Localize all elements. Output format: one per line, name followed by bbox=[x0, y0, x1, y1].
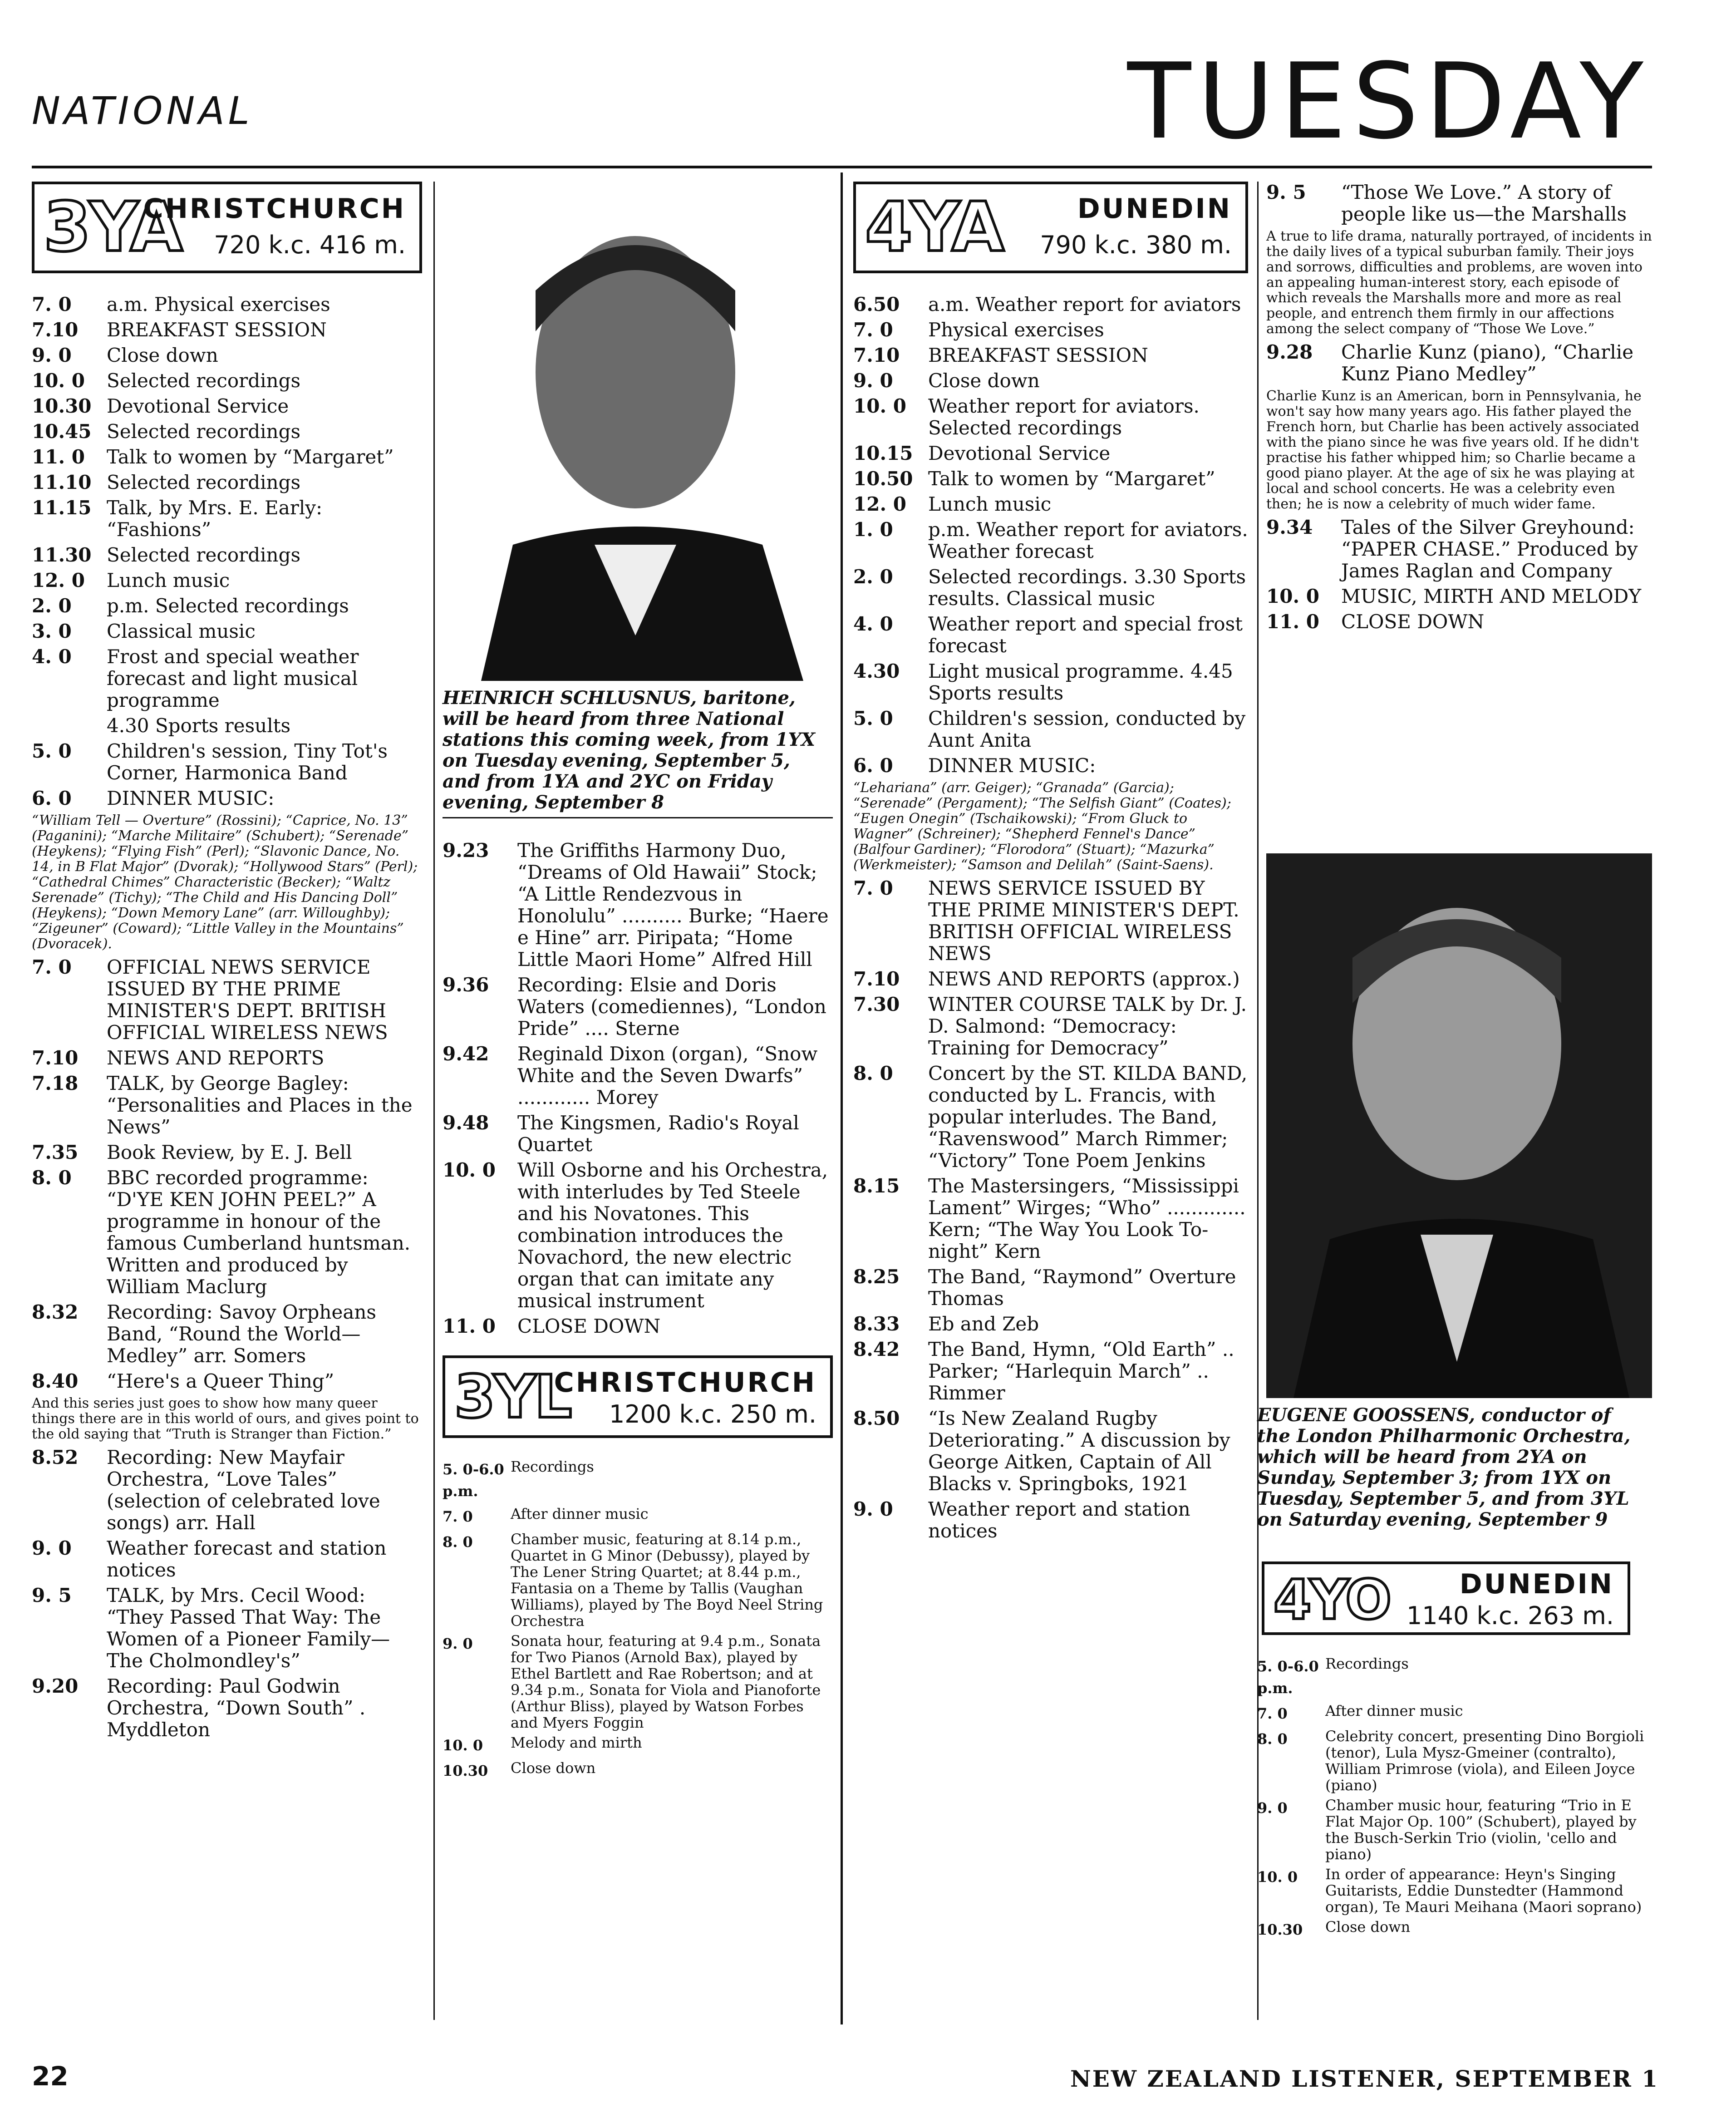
schedule-time: 8.40 bbox=[32, 1370, 79, 1392]
schedule-time: 5. 0-6.0 p.m. bbox=[443, 1461, 504, 1500]
station-frequency: 1140 k.c. 263 m. bbox=[1406, 1601, 1614, 1630]
dinner-music-note: “Lehariana” (arr. Geiger); “Granada” (Garcia); “Serenade” (Pergament); “The Selfish Giant” (Coates); “Eugen Onegin” (Tschaikowski); “From Gluck to Wagner” (Schreiner); “Shepherd Fennel's Dance” (Balfour Gardiner); “Florodora” (Stuart); “Mazurka” (Werkmeister); “Samson and Delilah” (Saint-Saens). bbox=[853, 780, 1231, 873]
schedule-item bbox=[32, 715, 422, 737]
schedule-time: 11.10 bbox=[32, 471, 92, 493]
schedule-time: 10.15 bbox=[853, 442, 913, 464]
column-divider bbox=[433, 182, 435, 2020]
schedule-description: Close down bbox=[1325, 1918, 1411, 1936]
schedule-description: Talk to women by “Margaret” bbox=[928, 468, 1215, 490]
schedule-time: 11. 0 bbox=[1266, 611, 1319, 633]
station-call-sign: 3YA bbox=[44, 188, 181, 267]
station-box-3ya bbox=[32, 182, 422, 273]
schedule-time: 7. 0 bbox=[853, 877, 893, 899]
portrait-image bbox=[1266, 853, 1652, 1398]
schedule-item bbox=[853, 345, 1248, 366]
schedule-item bbox=[443, 1315, 833, 1337]
schedule-description: After dinner music bbox=[1325, 1702, 1463, 1719]
schedule-description: Physical exercises bbox=[928, 319, 1104, 341]
schedule-description: Charlie Kunz (piano), “Charlie Kunz Piano Medley” bbox=[1341, 341, 1634, 385]
schedule-time: 11.15 bbox=[32, 497, 92, 519]
schedule-time: 8.52 bbox=[32, 1446, 79, 1468]
schedule-description: MUSIC, MIRTH AND MELODY bbox=[1341, 585, 1642, 607]
schedule-item bbox=[32, 1073, 422, 1138]
schedule-time: 7.10 bbox=[32, 319, 79, 341]
schedule-time: 7.30 bbox=[853, 993, 900, 1015]
schedule-description: Weather report for aviators. Selected recordings bbox=[928, 395, 1200, 439]
schedule-time: 9. 0 bbox=[853, 369, 893, 392]
photo-eugene-goossens bbox=[1266, 853, 1652, 1398]
schedule-item bbox=[853, 1313, 1248, 1335]
schedule-description: The Griffiths Harmony Duo, “Dreams of Old Hawaii” Stock; “A Little Rendezvous in Honolulu” .......... Burke; “Haere e Hine” arr. Piripata; “Home Little Maori Home” Alfred Hill bbox=[517, 839, 829, 970]
schedule-description: CLOSE DOWN bbox=[1341, 611, 1485, 633]
schedule-description: Recording: New Mayfair Orchestra, “Love Tales” (selection of celebrated love songs) arr. Hall bbox=[107, 1446, 380, 1534]
charlie-kunz-note: Charlie Kunz is an American, born in Pennsylvania, he won't say how many years ago. His father played the French horn, but Charlie has been actively associated with the piano since he was five years old. If he didn't practise his father whipped him; so Charlie became a good piano player. At the age of six he was playing at local and school concerts. He was a celebrity even then; he is now a celebrity of much wider fame. bbox=[1266, 388, 1642, 512]
schedule-description: Selected recordings bbox=[107, 420, 301, 443]
schedule-item bbox=[443, 1531, 833, 1629]
schedule-item bbox=[853, 294, 1248, 315]
schedule-description: Eb and Zeb bbox=[928, 1313, 1039, 1335]
schedule-description: Selected recordings bbox=[107, 369, 301, 392]
schedule-time: 8. 0 bbox=[443, 1533, 473, 1551]
schedule-description: p.m. Selected recordings bbox=[107, 595, 349, 617]
schedule-item bbox=[853, 968, 1248, 990]
schedule-time: 8.50 bbox=[853, 1407, 900, 1429]
schedule-time: 6. 0 bbox=[853, 754, 893, 777]
schedule-time: 7.10 bbox=[853, 968, 900, 990]
schedule-time: 7. 0 bbox=[32, 293, 72, 315]
schedule-time bbox=[32, 715, 107, 737]
schedule-item bbox=[32, 1447, 422, 1534]
schedule-time: 10. 0 bbox=[1266, 585, 1319, 607]
station-city: DUNEDIN bbox=[1459, 1568, 1614, 1600]
schedule-time: 9. 5 bbox=[32, 1584, 72, 1606]
schedule-time: 10. 0 bbox=[853, 395, 906, 417]
schedule-time: 8. 0 bbox=[1257, 1730, 1288, 1748]
schedule-item bbox=[32, 544, 422, 566]
schedule-time: 10. 0 bbox=[443, 1737, 483, 1754]
schedule-item bbox=[1266, 182, 1652, 225]
schedule-time: 10. 0 bbox=[1257, 1868, 1298, 1886]
schedule-time: 9.28 bbox=[1266, 341, 1313, 363]
schedule-item bbox=[853, 319, 1248, 341]
schedule-description: Lunch music bbox=[107, 569, 230, 591]
portrait-image bbox=[445, 182, 831, 681]
column-4ya-continued bbox=[1266, 182, 1652, 636]
schedule-item bbox=[32, 956, 422, 1044]
section-label: NATIONAL bbox=[32, 89, 253, 133]
schedule-item bbox=[1257, 1728, 1647, 1793]
schedule-time: 9.34 bbox=[1266, 516, 1313, 538]
schedule-description: The Band, Hymn, “Old Earth” .. Parker; “Harlequin March” .. Rimmer bbox=[928, 1338, 1234, 1404]
schedule-description: Children's session, conducted by Aunt Anita bbox=[928, 707, 1246, 751]
schedule-item bbox=[32, 570, 422, 591]
schedule-item bbox=[32, 319, 422, 341]
schedule-description: Weather forecast and station notices bbox=[107, 1537, 387, 1581]
schedule-time: 8.15 bbox=[853, 1175, 900, 1197]
station-box-4ya bbox=[853, 182, 1248, 273]
schedule-description: Recordings bbox=[1325, 1655, 1409, 1672]
schedule-time: 1. 0 bbox=[853, 518, 893, 541]
column-3ya bbox=[32, 182, 422, 1744]
schedule-item bbox=[32, 1047, 422, 1069]
schedule-item bbox=[853, 613, 1248, 657]
schedule-description: p.m. Weather report for aviators. Weather forecast bbox=[928, 518, 1248, 562]
schedule-description: Recording: Elsie and Doris Waters (comediennes), “London Pride” .... Sterne bbox=[517, 974, 826, 1039]
schedule-description: After dinner music bbox=[511, 1505, 649, 1522]
schedule-description: Chamber music hour, featuring “Trio in E Flat Major Op. 100” (Schubert), played by the Busch-Serkin Trio (violin, 'cello and piano) bbox=[1325, 1797, 1637, 1863]
schedule-time: 10. 0 bbox=[32, 369, 85, 392]
schedule-item bbox=[853, 395, 1248, 439]
schedule-item bbox=[853, 443, 1248, 464]
schedule-description: a.m. Physical exercises bbox=[107, 293, 330, 315]
schedule-description: Close down bbox=[107, 344, 218, 366]
schedule-item bbox=[853, 708, 1248, 751]
schedule-item bbox=[1257, 1919, 1647, 1941]
schedule-time: 8.32 bbox=[32, 1301, 79, 1323]
header-rule bbox=[32, 166, 1652, 168]
schedule-time: 4.30 bbox=[853, 660, 900, 682]
schedule-item bbox=[32, 1167, 422, 1298]
day-title: TUESDAY bbox=[1127, 41, 1650, 163]
schedule-item bbox=[853, 755, 1248, 777]
schedule-time: 9. 0 bbox=[32, 344, 72, 366]
schedule-item bbox=[443, 1506, 833, 1527]
schedule-item bbox=[32, 446, 422, 468]
schedule-description: Selected recordings bbox=[107, 471, 301, 493]
schedule-description: Selected recordings. 3.30 Sports results. Classical music bbox=[928, 566, 1246, 610]
schedule-description: TALK, by George Bagley: “Personalities and Places in the News” bbox=[107, 1072, 413, 1138]
schedule-description: Sonata hour, featuring at 9.4 p.m., Sonata for Two Pianos (Arnold Bax), played by Ethel Bartlett and Rae Robertson; and at 9.34 p.m., Sonata for Viola and Pianoforte (Arthur Bliss), played by Watson Forbes and Myers Foggin bbox=[511, 1632, 821, 1731]
schedule-item bbox=[1266, 341, 1652, 385]
schedule-description: 4.30 Sports results bbox=[107, 714, 291, 737]
schedule-time: 9.42 bbox=[443, 1043, 489, 1065]
schedule-item bbox=[443, 1458, 833, 1502]
schedule-time: 7. 0 bbox=[853, 319, 893, 341]
column-4yo bbox=[1257, 1561, 1647, 1944]
schedule-description: Chamber music, featuring at 8.14 p.m., Quartet in G Minor (Debussy), played by The Lener String Quartet; at 8.44 p.m., Fantasia on a Theme by Tallis (Vaughan Williams), played by The Boyd Neel String Orchestra bbox=[511, 1531, 823, 1630]
schedule-item bbox=[1266, 586, 1652, 607]
schedule-item bbox=[443, 1633, 833, 1731]
schedule-description: TALK, by Mrs. Cecil Wood: “They Passed That Way: The Women of a Pioneer Family—The Cholmondley's” bbox=[107, 1584, 390, 1672]
page-number: 22 bbox=[32, 2061, 69, 2092]
schedule-item bbox=[853, 660, 1248, 704]
schedule-time: 7. 0 bbox=[32, 956, 72, 978]
schedule-description: Recordings bbox=[511, 1458, 594, 1475]
schedule-description: BREAKFAST SESSION bbox=[107, 319, 327, 341]
station-call-sign: 3YL bbox=[454, 1362, 570, 1431]
schedule-item bbox=[1266, 611, 1652, 633]
schedule-description: Children's session, Tiny Tot's Corner, Harmonica Band bbox=[107, 740, 388, 784]
schedule-description: The Mastersingers, “Mississippi Lament” Wirges; “Who” ............. Kern; “The Way You Look To-night” Kern bbox=[928, 1175, 1246, 1262]
schedule-description: NEWS SERVICE ISSUED BY THE PRIME MINISTER'S DEPT. BRITISH OFFICIAL WIRELESS NEWS bbox=[928, 877, 1239, 965]
schedule-time: 12. 0 bbox=[32, 569, 85, 591]
schedule-description: “Here's a Queer Thing” bbox=[107, 1370, 334, 1392]
schedule-item bbox=[32, 1142, 422, 1163]
schedule-description: The Band, “Raymond” Overture Thomas bbox=[928, 1266, 1236, 1310]
schedule-description: Will Osborne and his Orchestra, with interludes by Ted Steele and his Novatones. This combination introduces the Novachord, the new electric organ that can imitate any musical instrument bbox=[517, 1159, 828, 1312]
schedule-time: 9. 0 bbox=[443, 1635, 473, 1652]
schedule-item bbox=[853, 1498, 1248, 1542]
schedule-item bbox=[853, 370, 1248, 392]
schedule-item bbox=[32, 395, 422, 417]
schedule-time: 11.30 bbox=[32, 544, 92, 566]
schedule-description: Selected recordings bbox=[107, 544, 301, 566]
column-3ya-continued bbox=[443, 840, 833, 1785]
schedule-description: “Is New Zealand Rugby Deteriorating.” A discussion by George Aitken, Captain of All Blacks v. Springboks, 1921 bbox=[928, 1407, 1230, 1495]
schedule-description: The Kingsmen, Radio's Royal Quartet bbox=[517, 1112, 799, 1156]
schedule-time: 9.36 bbox=[443, 974, 489, 996]
schedule-description: OFFICIAL NEWS SERVICE ISSUED BY THE PRIME MINISTER'S DEPT. BRITISH OFFICIAL WIRELESS NEWS bbox=[107, 956, 388, 1044]
schedule-time: 9. 0 bbox=[32, 1537, 72, 1559]
schedule-description: Close down bbox=[928, 369, 1040, 392]
schedule-time: 7.18 bbox=[32, 1072, 79, 1094]
column-4ya bbox=[853, 182, 1248, 1546]
schedule-description: NEWS AND REPORTS bbox=[107, 1047, 325, 1069]
schedule-item bbox=[853, 1063, 1248, 1172]
schedule-time: 7.10 bbox=[853, 344, 900, 366]
schedule-item bbox=[1257, 1797, 1647, 1862]
schedule-time: 7.35 bbox=[32, 1141, 79, 1163]
schedule-item bbox=[1266, 517, 1652, 582]
schedule-time: 10.30 bbox=[32, 395, 92, 417]
schedule-time: 8. 0 bbox=[853, 1062, 893, 1084]
schedule-description: Light musical programme. 4.45 Sports results bbox=[928, 660, 1233, 704]
schedule-time: 9. 5 bbox=[1266, 181, 1306, 203]
queer-thing-note: And this series just goes to show how many queer things there are in this world of ours, and gives point to the old saying that “Truth is Stranger than Fiction.” bbox=[32, 1395, 419, 1442]
schedule-item bbox=[443, 840, 833, 970]
column-divider bbox=[841, 172, 843, 2024]
schedule-description: In order of appearance: Heyn's Singing Guitarists, Eddie Dunstedter (Hammond organ), Te Mauri Meihana (Maori soprano) bbox=[1325, 1866, 1642, 1916]
schedule-time: 5. 0 bbox=[32, 740, 72, 762]
schedule-description: Talk to women by “Margaret” bbox=[107, 446, 394, 468]
schedule-time: 7. 0 bbox=[443, 1508, 473, 1525]
schedule-item bbox=[32, 421, 422, 443]
schedule-description: Talk, by Mrs. E. Early: “Fashions” bbox=[107, 497, 323, 541]
schedule-description: Frost and special weather forecast and light musical programme bbox=[107, 645, 359, 711]
schedule-description: Weather report and station notices bbox=[928, 1498, 1190, 1542]
schedule-item bbox=[853, 519, 1248, 562]
schedule-time: 5. 0 bbox=[853, 707, 893, 729]
schedule-time: 10.30 bbox=[1257, 1921, 1303, 1938]
schedule-time: 9. 0 bbox=[853, 1498, 893, 1520]
schedule-time: 2. 0 bbox=[853, 566, 893, 588]
schedule-description: WINTER COURSE TALK by Dr. J. D. Salmond: “Democracy: Training for Democracy” bbox=[928, 993, 1247, 1059]
schedule-time: 7.10 bbox=[32, 1047, 79, 1069]
schedule-time: 4. 0 bbox=[853, 613, 893, 635]
schedule-time: 7. 0 bbox=[1257, 1705, 1288, 1722]
schedule-item bbox=[32, 294, 422, 315]
schedule-time: 2. 0 bbox=[32, 595, 72, 617]
schedule-description: a.m. Weather report for aviators bbox=[928, 293, 1241, 315]
schedule-item bbox=[443, 1043, 833, 1108]
schedule-description: Concert by the ST. KILDA BAND, conducted by L. Francis, with popular interludes. The Band, “Ravenswood” March Rimmer; “Victory” Tone Poem Jenkins bbox=[928, 1062, 1248, 1172]
schedule-description: Reginald Dixon (organ), “Snow White and the Seven Dwarfs” ............ Morey bbox=[517, 1043, 818, 1108]
station-box-3yl bbox=[443, 1355, 833, 1438]
schedule-item bbox=[853, 468, 1248, 490]
schedule-time: 8.25 bbox=[853, 1266, 900, 1288]
schedule-time: 5. 0-6.0 p.m. bbox=[1257, 1658, 1319, 1697]
schedule-description: DINNER MUSIC: bbox=[928, 754, 1096, 777]
those-we-love-note: A true to life drama, naturally portrayed, of incidents in the daily lives of a typical suburban family. Their joys and sorrows, difficulties and problems, are woven into an appealing human-interest story, each episode of which reveals the Marshalls more and more as real people, and entrench them firmly in our affections among the select company of “Those We Love.” bbox=[1266, 228, 1652, 337]
schedule-description: “Those We Love.” A story of people like us—the Marshalls bbox=[1341, 181, 1627, 225]
schedule-item bbox=[32, 1370, 422, 1392]
schedule-item bbox=[32, 1301, 422, 1367]
photo-heinrich-schlusnus bbox=[445, 182, 831, 681]
schedule-item bbox=[1257, 1655, 1647, 1699]
schedule-item bbox=[32, 740, 422, 784]
schedule-item bbox=[32, 370, 422, 392]
schedule-time: 9.48 bbox=[443, 1112, 489, 1134]
station-box-4yo bbox=[1262, 1561, 1630, 1635]
schedule-item bbox=[32, 1585, 422, 1672]
schedule-description: NEWS AND REPORTS (approx.) bbox=[928, 968, 1240, 990]
schedule-time: 8.33 bbox=[853, 1313, 900, 1335]
station-frequency: 720 k.c. 416 m. bbox=[214, 231, 406, 259]
schedule-time: 9.20 bbox=[32, 1675, 79, 1697]
schedule-item bbox=[1257, 1703, 1647, 1724]
dinner-music-note: “William Tell — Overture” (Rossini); “Caprice, No. 13” (Paganini); “Marche Militaire” (Schubert); “Serenade” (Heykens); “Flying Fish” (Perl); “Slavonic Dance, No. 14, in B Flat Major” (Dvorak); “Hollywood Stars” (Perl); “Cathedral Chimes” Characteristic (Becker); “Waltz Serenade” (Tichy); “The Child and His Dancing Doll” (Heykens); “Down Memory Lane” (arr. Willoughby); “Zigeuner” (Coward); “Little Valley in the Mountains” (Dvoracek). bbox=[32, 813, 418, 952]
schedule-item bbox=[443, 1159, 833, 1312]
photo-caption-goossens: EUGENE GOOSSENS, conductor of the London Philharmonic Orchestra, which will be heard from 2YA on Sunday, September 3; from 1YX on Tuesday, September 5, and from 3YL on Saturday evening, September 9 bbox=[1257, 1404, 1631, 1530]
schedule-item bbox=[853, 566, 1248, 610]
schedule-time: 9. 0 bbox=[1257, 1799, 1288, 1817]
schedule-description: Recording: Savoy Orpheans Band, “Round the World—Medley” arr. Somers bbox=[107, 1301, 376, 1367]
schedule-item bbox=[853, 1339, 1248, 1404]
schedule-item bbox=[853, 1175, 1248, 1262]
schedule-item bbox=[443, 974, 833, 1039]
schedule-time: 6. 0 bbox=[32, 787, 72, 809]
schedule-item bbox=[443, 1760, 833, 1782]
photo-caption-schlusnus: HEINRICH SCHLUSNUS, baritone, will be heard from three National stations this coming week, from 1YX on Tuesday evening, September 5, and from 1YA and 2YC on Friday evening, September 8 bbox=[443, 687, 816, 813]
schedule-item bbox=[32, 345, 422, 366]
schedule-time: 8. 0 bbox=[32, 1167, 72, 1189]
schedule-description: BBC recorded programme: “D'YE KEN JOHN PEEL?” A programme in honour of the famous Cumberland huntsman. Written and produced by William Maclurg bbox=[107, 1167, 411, 1298]
schedule-time: 10.45 bbox=[32, 420, 92, 443]
schedule-time: 8.42 bbox=[853, 1338, 900, 1360]
schedule-description: Recording: Paul Godwin Orchestra, “Down South” . Myddleton bbox=[107, 1675, 366, 1741]
schedule-item bbox=[853, 1266, 1248, 1310]
schedule-time: 4. 0 bbox=[32, 645, 72, 668]
schedule-item bbox=[443, 1734, 833, 1756]
schedule-description: Weather report and special frost forecast bbox=[928, 613, 1243, 657]
schedule-item bbox=[32, 621, 422, 642]
schedule-item bbox=[32, 472, 422, 493]
station-call-sign: 4YA bbox=[865, 188, 1003, 267]
schedule-time: 6.50 bbox=[853, 293, 900, 315]
station-city: CHRISTCHURCH bbox=[554, 1367, 816, 1399]
schedule-time: 3. 0 bbox=[32, 620, 72, 642]
schedule-item bbox=[32, 1675, 422, 1741]
caption-rule bbox=[443, 817, 833, 818]
schedule-item bbox=[32, 788, 422, 809]
schedule-description: Devotional Service bbox=[928, 442, 1111, 464]
schedule-item bbox=[1257, 1866, 1647, 1915]
station-frequency: 790 k.c. 380 m. bbox=[1040, 231, 1232, 259]
station-call-sign: 4YO bbox=[1274, 1569, 1390, 1632]
schedule-item bbox=[32, 646, 422, 711]
schedule-time: 9.23 bbox=[443, 839, 489, 862]
publication-line: NEW ZEALAND LISTENER, SEPTEMBER 1 bbox=[1070, 2065, 1659, 2092]
station-frequency: 1200 k.c. 250 m. bbox=[609, 1400, 816, 1428]
schedule-time: 10.50 bbox=[853, 468, 913, 490]
schedule-description: Close down bbox=[511, 1759, 596, 1777]
station-city: DUNEDIN bbox=[1077, 193, 1232, 225]
schedule-item bbox=[853, 877, 1248, 965]
schedule-time: 10.30 bbox=[443, 1762, 488, 1779]
schedule-description: Tales of the Silver Greyhound: “PAPER CHASE.” Produced by James Raglan and Company bbox=[1341, 516, 1638, 582]
schedule-time: 10. 0 bbox=[443, 1159, 496, 1181]
schedule-description: Celebrity concert, presenting Dino Borgioli (tenor), Lula Mysz-Gmeiner (contralto), William Primrose (viola), and Eileen Joyce (piano) bbox=[1325, 1728, 1644, 1794]
schedule-item bbox=[853, 493, 1248, 515]
schedule-time: 12. 0 bbox=[853, 493, 906, 515]
schedule-description: Classical music bbox=[107, 620, 256, 642]
schedule-description: BREAKFAST SESSION bbox=[928, 344, 1148, 366]
schedule-item bbox=[853, 1408, 1248, 1495]
schedule-item bbox=[32, 497, 422, 541]
schedule-description: Devotional Service bbox=[107, 395, 289, 417]
schedule-time: 11. 0 bbox=[32, 446, 85, 468]
schedule-item bbox=[32, 1537, 422, 1581]
schedule-time: 11. 0 bbox=[443, 1315, 496, 1337]
schedule-item bbox=[32, 595, 422, 617]
schedule-description: CLOSE DOWN bbox=[517, 1315, 661, 1337]
station-city: CHRISTCHURCH bbox=[143, 193, 406, 225]
schedule-item bbox=[443, 1112, 833, 1156]
schedule-description: Lunch music bbox=[928, 493, 1052, 515]
schedule-description: DINNER MUSIC: bbox=[107, 787, 275, 809]
schedule-item bbox=[853, 994, 1248, 1059]
schedule-description: Book Review, by E. J. Bell bbox=[107, 1141, 352, 1163]
schedule-description: Melody and mirth bbox=[511, 1734, 642, 1751]
